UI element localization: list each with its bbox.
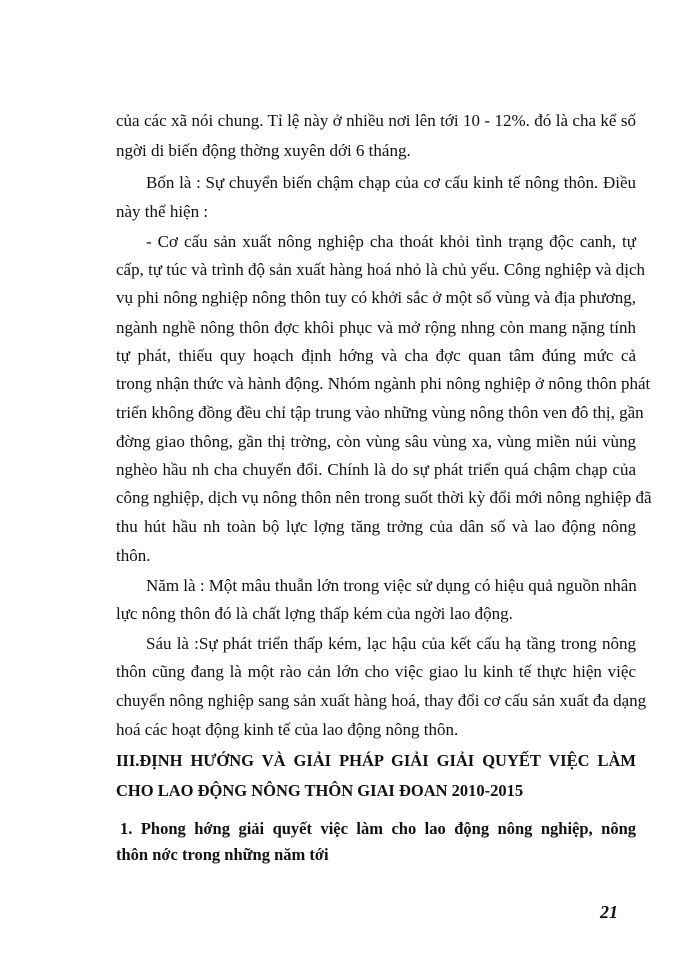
text-line: đờng giao thông, gần thị trờng, còn vùng sâu vùng xa, vùng miền núi vùng xyxy=(116,432,636,451)
text-line: tự phát, thiếu quy hoạch định hớng và cha đợc quan tâm đúng mức cả xyxy=(116,346,636,365)
text-line: Bốn là : Sự chuyển biến chậm chạp của cơ cấu kinh tế nông thôn. Điều xyxy=(146,173,636,192)
text-line: thu hút hầu nh toàn bộ lực lợng tăng trởng của dân số và lao động nông xyxy=(116,517,636,536)
text-line: cấp, tự túc và trình độ sản xuất hàng hoá nhỏ là chủ yếu. Công nghiệp và dịch xyxy=(116,260,646,279)
text-line: thôn cũng đang là một rào cản lớn cho việc giao lu kinh tế thực hiện việc xyxy=(116,662,636,681)
text-line: của các xã nói chung. Tỉ lệ này ở nhiều nơi lên tới 10 - 12%. đó là cha kể số xyxy=(116,111,636,130)
text-line: này thể hiện : xyxy=(116,202,209,221)
text-line: lực nông thôn đó là chất lợng thấp kém của ngời lao động. xyxy=(116,604,513,623)
text-line: nghèo hầu nh cha chuyển đổi. Chính là do sự phát triển quá chậm chạp của xyxy=(116,460,636,479)
page-number: 21 xyxy=(600,902,618,922)
text-line: vụ phi nông nghiệp nông thôn tuy có khởi sắc ở một số vùng và địa phương, xyxy=(116,288,636,307)
section-heading: III.ĐỊNH HƯỚNG VÀ GIẢI PHÁP GIẢI GIẢI QUYẾT VIỆC LÀM xyxy=(116,751,636,770)
text-line: hoá các hoạt động kinh tế của lao động nông thôn. xyxy=(116,720,459,739)
subsection-heading: thôn nớc trong những năm tới xyxy=(116,845,329,864)
subsection-heading: 1. Phong hớng giải quyết việc làm cho lao động nông nghiệp, nông xyxy=(120,819,636,838)
text-line: ngời di biến động thờng xuyên dới 6 tháng. xyxy=(116,141,411,160)
text-line: công nghiệp, dịch vụ nông thôn nên trong suốt thời kỳ đổi mới nông nghiệp đã xyxy=(116,488,652,507)
text-line: Năm là : Một mâu thuẫn lớn trong việc sử dụng có hiệu quả nguồn nhân xyxy=(146,576,637,595)
text-line: triển không đồng đều chỉ tập trung vào những vùng nông thôn ven đô thị, gần xyxy=(116,403,644,422)
text-line: ngành nghề nông thôn đợc khôi phục và mở rộng nhng còn mang nặng tính xyxy=(116,318,636,337)
text-line: thôn. xyxy=(116,546,151,565)
text-line: Sáu là :Sự phát triển thấp kém, lạc hậu của kết cấu hạ tầng trong nông xyxy=(146,634,636,653)
text-line: trong nhận thức và hành động. Nhóm ngành phi nông nghiệp ở nông thôn phát xyxy=(116,374,651,393)
text-line: - Cơ cấu sản xuất nông nghiệp cha thoát khỏi tình trạng độc canh, tự xyxy=(146,232,636,251)
text-line: chuyển nông nghiệp sang sản xuất hàng hoá, thay đổi cơ cấu sản xuất đa dạng xyxy=(116,691,647,710)
section-heading: CHO LAO ĐỘNG NÔNG THÔN GIAI ĐOAN 2010-2015 xyxy=(116,781,524,800)
